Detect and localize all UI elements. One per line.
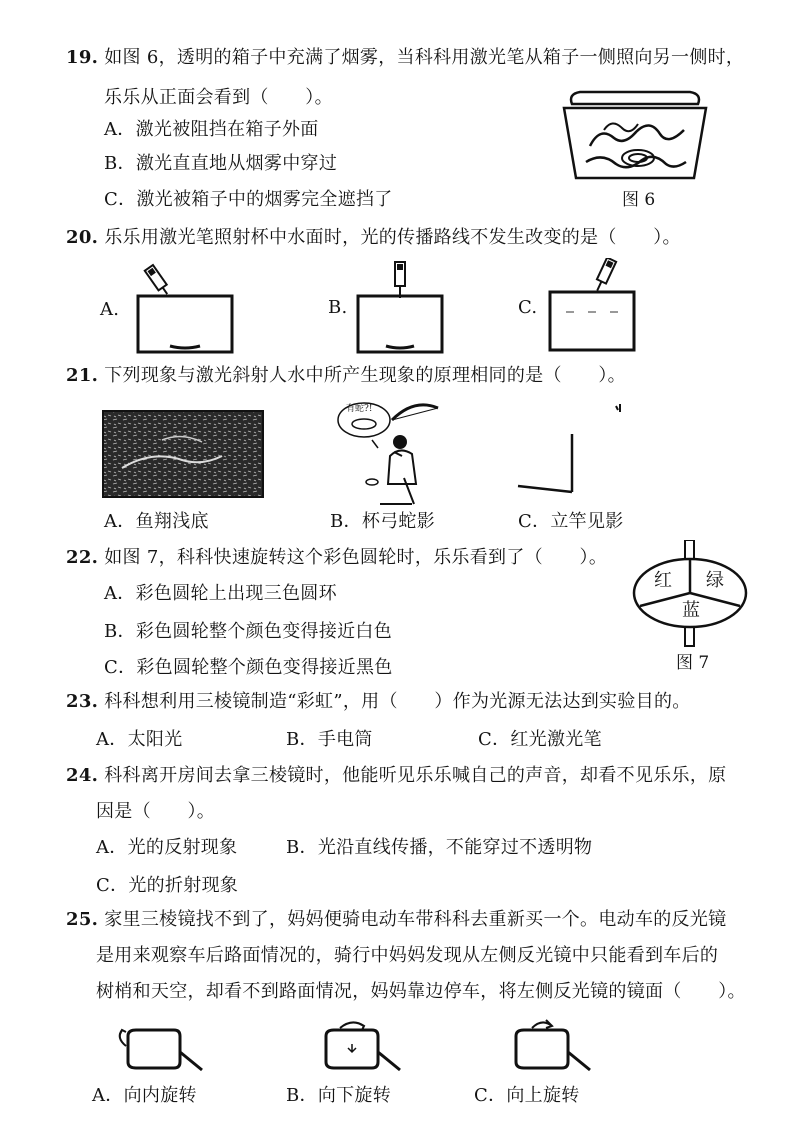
figure-6-caption: 图 6 bbox=[622, 190, 656, 210]
q24-option-b: B．光沿直线传播，不能穿过不透明物 bbox=[286, 837, 593, 858]
wheel-sector-blue: 蓝 bbox=[682, 600, 700, 621]
q21-option-a-fish-image bbox=[102, 410, 264, 498]
q24-option-c: C．光的折射现象 bbox=[96, 875, 239, 896]
q24-stem-1: 科科离开房间去拿三棱镜时，他能听见乐乐喊自己的声音，却看不见乐乐，原 bbox=[104, 765, 727, 786]
q23-option-a: A．太阳光 bbox=[96, 729, 183, 750]
q24-line1 bbox=[66, 764, 726, 788]
q19-stem-2: 乐乐从正面会看到（ ）。 bbox=[104, 87, 333, 108]
q21-option-b: B．杯弓蛇影 bbox=[330, 511, 436, 532]
q20-label-a: A. bbox=[100, 299, 120, 320]
q25-number: 25. bbox=[66, 909, 99, 930]
q20-number: 20. bbox=[66, 227, 99, 248]
q21-option-b-cup-bow-image bbox=[334, 398, 444, 508]
q24-option-a: A．光的反射现象 bbox=[96, 837, 238, 858]
q19-line1 bbox=[66, 46, 744, 70]
q21-option-c: C．立竿见影 bbox=[518, 511, 624, 532]
q22-option-a: A．彩色圆轮上出现三色圆环 bbox=[104, 583, 337, 604]
q25-option-c-mirror bbox=[506, 1016, 602, 1078]
q21-number: 21. bbox=[66, 365, 99, 386]
figure-6-smoke-box bbox=[560, 86, 710, 186]
q21-option-a: A．鱼翔浅底 bbox=[104, 511, 209, 532]
q20-label-c: C. bbox=[518, 297, 538, 318]
q20-option-c-cup-laser bbox=[542, 258, 642, 356]
q21-line bbox=[66, 364, 626, 388]
q20-option-a-cup-laser bbox=[130, 262, 240, 356]
q22-line bbox=[66, 546, 607, 570]
q22-number: 22. bbox=[66, 547, 99, 568]
q24-number: 24. bbox=[66, 765, 99, 786]
wheel-sector-red: 红 bbox=[654, 570, 672, 591]
q20-option-b-cup-laser bbox=[350, 258, 450, 356]
q22-option-c: C．彩色圆轮整个颜色变得接近黑色 bbox=[104, 657, 393, 678]
q21-speech-bubble-text: 有蛇?! bbox=[346, 404, 373, 414]
q23-stem: 科科想利用三棱镜制造“彩虹”，用（ ）作为光源无法达到实验目的。 bbox=[104, 691, 691, 712]
q24-stem-2: 因是（ ）。 bbox=[96, 801, 216, 822]
q23-line bbox=[66, 690, 691, 714]
q22-option-b: B．彩色圆轮整个颜色变得接近白色 bbox=[104, 621, 393, 642]
q23-option-b: B．手电筒 bbox=[286, 729, 373, 750]
figure-7-caption: 图 7 bbox=[676, 653, 710, 673]
q25-option-a: A．向内旋转 bbox=[92, 1085, 197, 1106]
q19-number: 19. bbox=[66, 47, 99, 68]
wheel-sector-green: 绿 bbox=[706, 570, 724, 591]
q25-option-b: B．向下旋转 bbox=[286, 1085, 392, 1106]
q25-option-a-mirror bbox=[114, 1022, 210, 1078]
q20-label-b: B. bbox=[328, 297, 348, 318]
q22-stem: 如图 7，科科快速旋转这个彩色圆轮时，乐乐看到了（ ）。 bbox=[104, 547, 608, 568]
q21-stem: 下列现象与激光斜射人水中所产生现象的原理相同的是（ ）。 bbox=[104, 365, 626, 386]
q19-stem-1: 如图 6，透明的箱子中充满了烟雾，当科科用激光笔从箱子一侧照向另一侧时， bbox=[104, 47, 745, 68]
q23-option-c: C．红光激光笔 bbox=[478, 729, 602, 750]
q21-option-c-pole-shadow bbox=[514, 396, 644, 496]
q19-option-c: C．激光被箱子中的烟雾完全遮挡了 bbox=[104, 189, 393, 210]
q20-stem: 乐乐用激光笔照射杯中水面时，光的传播路线不发生改变的是（ ）。 bbox=[104, 227, 681, 248]
q20-line bbox=[66, 226, 681, 250]
q23-number: 23. bbox=[66, 691, 99, 712]
q25-option-c: C．向上旋转 bbox=[474, 1085, 580, 1106]
figure-7-color-wheel bbox=[632, 540, 748, 648]
q19-option-a: A．激光被阻挡在箱子外面 bbox=[104, 119, 319, 140]
q25-line1 bbox=[66, 908, 726, 932]
q25-stem-1: 家里三棱镜找不到了，妈妈便骑电动车带科科去重新买一个。电动车的反光镜 bbox=[104, 909, 727, 930]
q25-stem-3: 树梢和天空，却看不到路面情况，妈妈靠边停车，将左侧反光镜的镜面（ ）。 bbox=[96, 981, 746, 1002]
q25-option-b-mirror bbox=[316, 1018, 412, 1078]
q25-stem-2: 是用来观察车后路面情况的，骑行中妈妈发现从左侧反光镜中只能看到车后的 bbox=[96, 945, 719, 966]
q19-option-b: B．激光直直地从烟雾中穿过 bbox=[104, 153, 338, 174]
